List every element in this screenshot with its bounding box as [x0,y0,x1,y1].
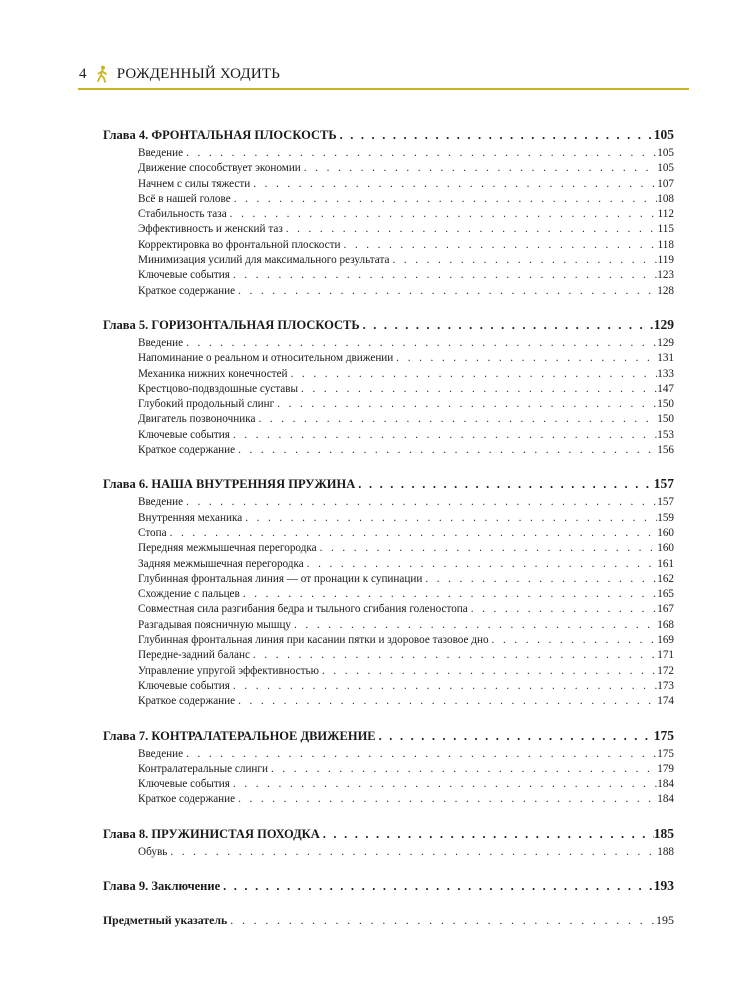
dot-leader [298,382,657,397]
chapter-title: Глава 8. ПРУЖИНИСТАЯ ПОХОДКА [103,826,320,841]
toc-entry[interactable] [138,694,674,709]
entry-page-number: 105 [657,147,674,159]
dot-leader [230,428,657,443]
chapter-title: Глава 7. КОНТРАЛАТЕРАЛЬНОЕ ДВИЖЕНИЕ [103,728,376,743]
chapter-title: Глава 5. ГОРИЗОНТАЛЬНАЯ ПЛОСКОСТЬ [103,317,360,332]
entry-page-number: 167 [657,603,674,616]
entry-title: Схождение с пальцев [138,588,240,601]
entry-title: Стопа [138,526,167,539]
entry-page-number: 118 [657,238,674,251]
chapter-heading[interactable] [103,125,674,144]
toc-entry[interactable] [138,428,674,443]
entry-page-number: 133 [657,367,674,380]
dot-leader [288,367,658,382]
entry-page-number: 153 [657,428,674,441]
toc-entry[interactable] [138,557,674,572]
entry-title: Минимизация усилий для максимального результата [138,254,390,267]
toc-entry[interactable] [138,192,674,207]
walking-figure-icon [95,65,109,83]
index-title: Предметный указатель [103,912,228,927]
page-number: 4 [79,65,87,82]
dot-leader [422,572,657,587]
dot-leader [360,316,654,334]
index-entry[interactable] [103,911,674,930]
header-rule [78,88,689,90]
toc-entry[interactable] [138,253,674,268]
entry-title: Эффективность и женский таз [138,223,283,236]
entry-page-number: 157 [657,496,674,509]
toc-entry[interactable] [138,777,674,792]
toc-entry[interactable] [138,495,674,510]
entry-title: Краткое содержание [138,444,236,457]
entry-page-number: 188 [657,845,674,858]
dot-leader [489,633,658,648]
dot-leader [250,177,657,192]
toc-entry[interactable] [138,618,674,633]
dot-leader [291,618,657,633]
dot-leader [183,336,657,351]
chapter-heading[interactable] [103,726,674,745]
toc-entry[interactable] [138,792,674,807]
toc-entry[interactable] [138,284,674,299]
entry-page-number: 105 [657,162,674,175]
toc-entry[interactable] [138,161,674,176]
dot-leader [230,268,657,283]
entry-page-number: 131 [657,352,674,365]
toc-entry[interactable] [138,762,674,777]
dot-leader [389,253,657,268]
entry-title: Введение [138,336,184,349]
toc-entry[interactable] [138,633,674,648]
entry-title: Внутренняя механика [138,511,243,524]
section-list [138,747,674,808]
entry-title: Крестцово-подвздошные суставы [138,382,299,395]
entry-page-number: 165 [657,588,674,601]
entry-title: Передняя межмышечная перегородка [138,542,317,555]
entry-title: Краткое содержание [138,284,236,297]
entry-page-number: 168 [657,618,674,631]
entry-title: Глубинная фронтальная линия при касании пятки и здоровое тазовое дно [138,634,489,647]
chapter-section [103,876,674,895]
toc-entry[interactable] [138,336,674,351]
dot-leader [167,845,657,860]
section-list [138,495,674,709]
entry-title: Стабильность таза [138,208,227,221]
entry-page-number: 128 [657,284,674,297]
toc-entry[interactable] [138,397,674,412]
dot-leader [320,825,654,843]
table-of-contents [103,125,674,930]
dot-leader [183,146,657,161]
chapter-title: Глава 6. НАША ВНУТРЕННЯЯ ПРУЖИНА [103,477,356,492]
entry-page-number: 162 [657,572,674,585]
dot-leader [319,664,657,679]
entry-title: Обувь [138,845,168,858]
toc-entry[interactable] [138,367,674,382]
toc-entry[interactable] [138,351,674,366]
toc-entry[interactable] [138,747,674,762]
toc-entry[interactable] [138,602,674,617]
toc-entry[interactable] [138,587,674,602]
toc-entry[interactable] [138,382,674,397]
dot-leader [183,747,657,762]
chapter-page-number: 175 [653,727,674,743]
entry-title: Введение [138,747,184,760]
dot-leader [468,602,657,617]
dot-leader [337,126,654,144]
entry-title: Задняя межмышечная перегородка [138,557,304,570]
entry-page-number: 129 [657,336,674,349]
toc-entry[interactable] [138,222,674,237]
entry-page-number: 172 [657,664,674,677]
entry-page-number: 159 [657,511,674,524]
running-head [79,63,280,85]
chapter-section [103,824,674,860]
dot-leader [235,792,657,807]
entry-title: Разгадывая поясничную мышцу [138,618,292,631]
dot-leader [220,877,654,895]
entry-page-number: 179 [657,762,674,775]
chapter-section [103,315,674,458]
chapter-page-number: 157 [653,476,674,492]
entry-page-number: 184 [657,778,674,791]
dot-leader [317,541,658,556]
entry-page-number: 169 [657,634,674,647]
entry-title: Контралатеральные слинги [138,762,268,775]
entry-title: Напоминание о реальном и относительном движении [138,352,394,365]
entry-page-number: 184 [657,793,674,806]
dot-leader [274,397,657,412]
entry-page-number: 119 [657,254,674,267]
toc-entry[interactable] [138,238,674,253]
dot-leader [355,475,653,493]
dot-leader [393,351,657,366]
entry-page-number: 156 [657,444,674,457]
dot-leader [183,495,657,510]
section-list [138,336,674,458]
entry-page-number: 174 [657,695,674,708]
entry-title: Управление упругой эффективностью [138,664,319,677]
toc-entry[interactable] [138,443,674,458]
chapter-page-number: 129 [653,316,674,332]
entry-page-number: 108 [657,192,674,205]
entry-title: Введение [138,496,184,509]
dot-leader [268,762,657,777]
toc-entry[interactable] [138,845,674,860]
chapter-page-number: 193 [653,877,674,893]
section-list [138,845,674,860]
dot-leader [376,727,654,745]
dot-leader [167,526,658,541]
entry-page-number: 171 [657,649,674,662]
entry-page-number: 123 [657,269,674,282]
entry-title: Начнем с силы тяжести [138,177,251,190]
chapter-section [103,474,674,709]
toc-entry[interactable] [138,146,674,161]
entry-title: Введение [138,147,184,159]
entry-title: Глубинная фронтальная линия — от пронации к супинации [138,572,423,585]
toc-entry[interactable] [138,648,674,663]
entry-page-number: 150 [657,398,674,411]
entry-page-number: 115 [657,223,674,236]
entry-page-number: 112 [657,208,674,221]
entry-page-number: 173 [657,679,674,692]
toc-entry[interactable] [138,412,674,427]
entry-title: Корректировка во фронтальной плоскости [138,238,341,251]
entry-page-number: 161 [657,557,674,570]
toc-entry[interactable] [138,177,674,192]
entry-page-number: 175 [657,747,674,760]
dot-leader [301,161,657,176]
entry-title: Ключевые события [138,778,230,791]
entry-title: Краткое содержание [138,793,236,806]
entry-title: Ключевые события [138,428,230,441]
dot-leader [227,911,656,930]
dot-leader [235,694,657,709]
index-page-number: 195 [656,912,674,927]
entry-title: Краткое содержание [138,695,236,708]
chapter-section [103,125,674,299]
entry-page-number: 160 [657,526,674,539]
dot-leader [240,587,657,602]
chapter-heading[interactable] [103,474,674,493]
dot-leader [255,412,657,427]
toc-entry[interactable] [138,572,674,587]
entry-page-number: 150 [657,413,674,426]
chapter-heading[interactable] [103,824,674,843]
entry-title: Совместная сила разгибания бедра и тыльного сгибания голеностопа [138,603,468,616]
entry-title: Глубокий продольный слинг [138,398,275,411]
entry-page-number: 147 [657,382,674,395]
entry-title: Передне-задний баланс [138,649,250,662]
dot-leader [250,648,657,663]
entry-title: Двигатель позвоночника [138,413,256,426]
chapter-page-number: 185 [653,825,674,841]
chapter-title: Глава 9. Заключение [103,878,221,893]
dot-leader [235,443,657,458]
dot-leader [304,557,657,572]
dot-leader [230,777,657,792]
entry-title: Движение способствует экономии [138,162,301,175]
chapter-section [103,726,674,808]
entry-title: Ключевые события [138,679,230,692]
dot-leader [242,511,657,526]
entry-page-number: 107 [657,177,674,190]
chapter-heading[interactable] [103,876,674,895]
dot-leader [230,679,657,694]
dot-leader [231,192,658,207]
entry-title: Механика нижних конечностей [138,367,288,380]
entry-page-number: 160 [657,542,674,555]
toc-entry[interactable] [138,268,674,283]
chapter-heading[interactable] [103,315,674,334]
entry-title: Всё в нашей голове [138,192,231,205]
toc-entry[interactable] [138,664,674,679]
dot-leader [283,222,658,237]
book-title: РОЖДЕННЫЙ ХОДИТЬ [116,65,281,82]
toc-entry[interactable] [138,541,674,556]
chapter-title: Глава 4. ФРОНТАЛЬНАЯ ПЛОСКОСТЬ [103,128,337,142]
section-list [138,146,674,299]
toc-entry[interactable] [138,679,674,694]
toc-entry[interactable] [138,526,674,541]
dot-leader [235,284,657,299]
dot-leader [227,207,658,222]
chapter-page-number: 105 [653,127,674,142]
dot-leader [340,238,657,253]
toc-entry[interactable] [138,511,674,526]
entry-title: Ключевые события [138,269,230,282]
toc-entry[interactable] [138,207,674,222]
